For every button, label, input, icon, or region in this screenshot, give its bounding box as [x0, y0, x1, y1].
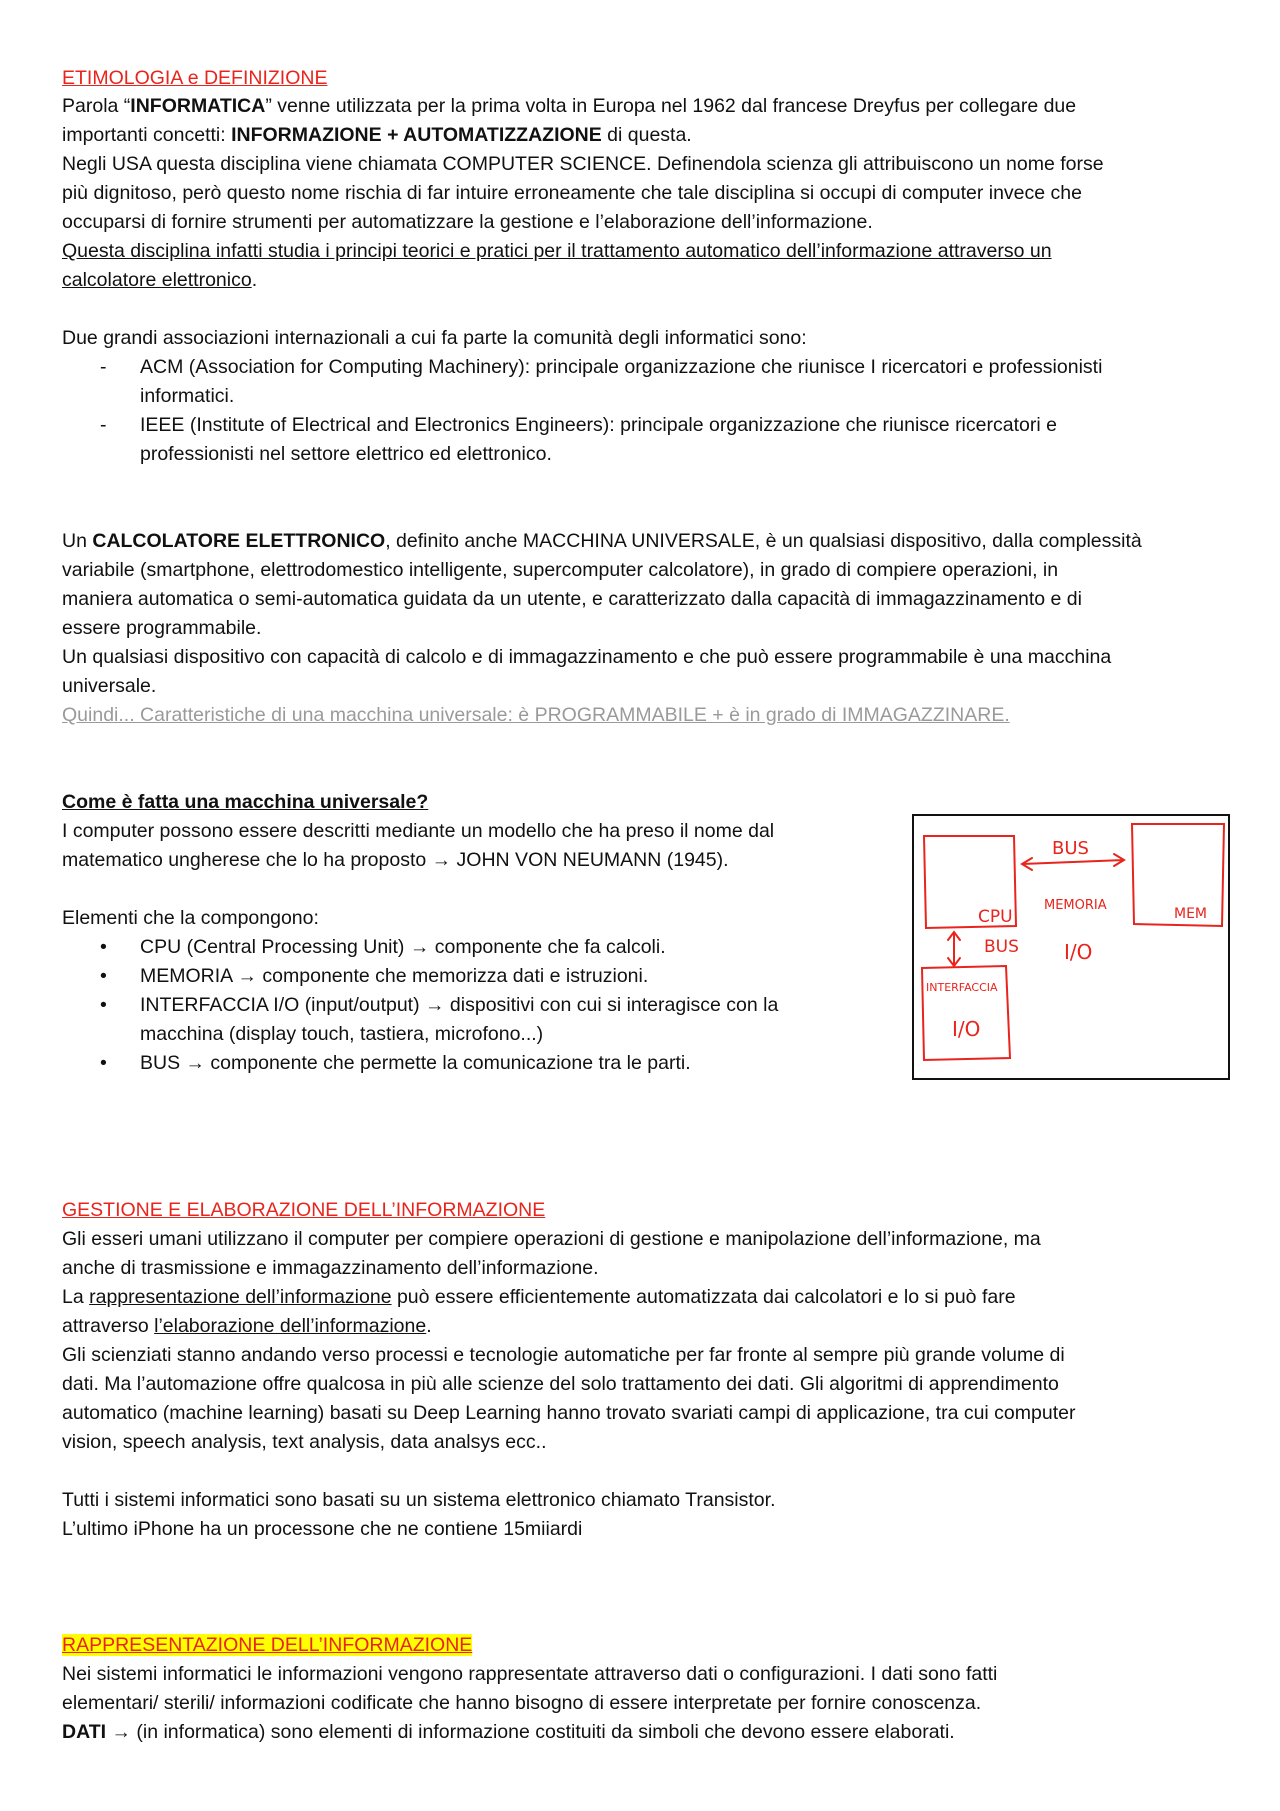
paragraph-line: vision, speech analysis, text analysis, data analsys ecc.. [62, 1431, 547, 1453]
paragraph-line: attraverso l’elaborazione dell’informazione. [62, 1315, 432, 1337]
list-item: MEMORIA → componente che memorizza dati e istruzioni. [140, 965, 649, 987]
diagram-label-memoria: MEMORIA [1044, 898, 1107, 913]
bullet-dot: • [100, 994, 107, 1016]
bullet-dot: • [100, 1052, 107, 1074]
list-item: professionisti nel settore elettrico ed elettronico. [140, 443, 552, 465]
section-heading-etimologia: ETIMOLOGIA e DEFINIZIONE [62, 67, 328, 89]
underlined-line: Questa disciplina infatti studia i principi teorici e pratici per il trattamento automatico dell’informazione attraverso un [62, 240, 1052, 262]
list-item: INTERFACCIA I/O (input/output) → dispositivi con cui si interagisce con la [140, 994, 779, 1016]
list-item: macchina (display touch, tastiera, microfono...) [140, 1023, 544, 1045]
section-heading-gestione: GESTIONE E ELABORAZIONE DELL’INFORMAZIONE [62, 1199, 546, 1221]
paragraph-line: L’ultimo iPhone ha un processone che ne contiene 15miiardi [62, 1518, 583, 1540]
paragraph-line: universale. [62, 675, 157, 697]
summary-line: Quindi... Caratteristiche di una macchina universale: è PROGRAMMABILE + è in grado di IMMAGAZZINARE. [62, 704, 1010, 726]
paragraph-line: anche di trasmissione e immagazzinamento dell’informazione. [62, 1257, 599, 1279]
paragraph-line: importanti concetti: INFORMAZIONE + AUTOMATIZZAZIONE di questa. [62, 124, 692, 146]
paragraph-line: Gli scienziati stanno andando verso processi e tecnologie automatiche per far fronte al sempre più grande volume di [62, 1344, 1065, 1366]
diagram-label-bus-left: BUS [984, 937, 1019, 957]
paragraph-line: più dignitoso, però questo nome rischia di far intuire erroneamente che tale disciplina si occupi di computer invece che [62, 182, 1082, 204]
paragraph-line: Parola “INFORMATICA” venne utilizzata per la prima volta in Europa nel 1962 dal francese Dreyfus per collegare due [62, 95, 1077, 117]
list-item: ACM (Association for Computing Machinery): principale organizzazione che riunisce I ricercatori e professionisti [140, 356, 1103, 378]
paragraph-line: matematico ungherese che lo ha proposto → JOHN VON NEUMANN (1945). [62, 849, 729, 871]
list-item: IEEE (Institute of Electrical and Electronics Engineers): principale organizzazione che riunisce ricercatori e [140, 414, 1057, 436]
paragraph-line: variabile (smartphone, elettrodomestico intelligente, supercomputer calcolatore), in grado di compiere operazioni, in [62, 559, 1059, 581]
section-heading-rappresentazione: RAPPRESENTAZIONE DELL’INFORMAZIONE [62, 1634, 473, 1656]
paragraph-line: Nei sistemi informatici le informazioni vengono rappresentate attraverso dati o configurazioni. I dati sono fatti [62, 1663, 998, 1685]
bullet-dot: • [100, 936, 107, 958]
paragraph-line: elementari/ sterili/ informazioni codificate che hanno bisogno di essere interpretate per fornire conoscenza. [62, 1692, 982, 1714]
paragraph-line: Elementi che la compongono: [62, 907, 319, 929]
paragraph-line: automatico (machine learning) basati su Deep Learning hanno trovato svariati campi di applicazione, tra cui computer [62, 1402, 1076, 1424]
diagram-label-mem: MEM [1174, 906, 1208, 922]
diagram-label-io-right: I/O [1064, 940, 1093, 964]
diagram-label-io-bottom: I/O [952, 1017, 981, 1041]
paragraph-line: Un CALCOLATORE ELETTRONICO, definito anche MACCHINA UNIVERSALE, è un qualsiasi dispositivo, dalla complessità [62, 530, 1142, 552]
list-item: BUS → componente che permette la comunicazione tra le parti. [140, 1052, 691, 1074]
dash-bullet: - [100, 414, 107, 436]
paragraph-line: La rappresentazione dell’informazione può essere efficientemente automatizzata dai calcolatori e lo si può fare [62, 1286, 1016, 1308]
paragraph-line: DATI → (in informatica) sono elementi di informazione costituiti da simboli che devono essere elaborati. [62, 1721, 955, 1743]
section-heading-macchina: Come è fatta una macchina universale? [62, 791, 429, 813]
paragraph-line: dati. Ma l’automazione offre qualcosa in più alle scienze del solo trattamento dei dati. Gli algoritmi di apprendimento [62, 1373, 1059, 1395]
dash-bullet: - [100, 356, 107, 378]
list-item: CPU (Central Processing Unit) → componente che fa calcoli. [140, 936, 666, 958]
diagram-label-cpu: CPU [978, 907, 1013, 927]
diagram-sketch [914, 816, 1228, 1078]
paragraph-line: essere programmabile. [62, 617, 262, 639]
paragraph-line: maniera automatica o semi-automatica guidata da un utente, e caratterizzato dalla capacità di immagazzinamento e di [62, 588, 1082, 610]
paragraph-line: Un qualsiasi dispositivo con capacità di calcolo e di immagazzinamento e che può essere programmabile è una macchina [62, 646, 1112, 668]
paragraph-line: I computer possono essere descritti mediante un modello che ha preso il nome dal [62, 820, 775, 842]
diagram-label-bus-top: BUS [1052, 838, 1089, 859]
bullet-dot: • [100, 965, 107, 987]
von-neumann-diagram [912, 814, 1230, 1080]
paragraph-line: Gli esseri umani utilizzano il computer per compiere operazioni di gestione e manipolazione dell’informazione, ma [62, 1228, 1041, 1250]
list-item: informatici. [140, 385, 235, 407]
diagram-label-interfaccia: INTERFACCIA [926, 981, 998, 994]
paragraph-line: Due grandi associazioni internazionali a cui fa parte la comunità degli informatici sono: [62, 327, 807, 349]
paragraph-line: occuparsi di fornire strumenti per automatizzare la gestione e l’elaborazione dell’informazione. [62, 211, 873, 233]
bus-arrow-vertical [948, 932, 960, 966]
paragraph-line: calcolatore elettronico. [62, 269, 258, 291]
paragraph-line: Tutti i sistemi informatici sono basati su un sistema elettronico chiamato Transistor. [62, 1489, 776, 1511]
paragraph-line: Negli USA questa disciplina viene chiamata COMPUTER SCIENCE. Definendola scienza gli attribuiscono un nome forse [62, 153, 1104, 175]
